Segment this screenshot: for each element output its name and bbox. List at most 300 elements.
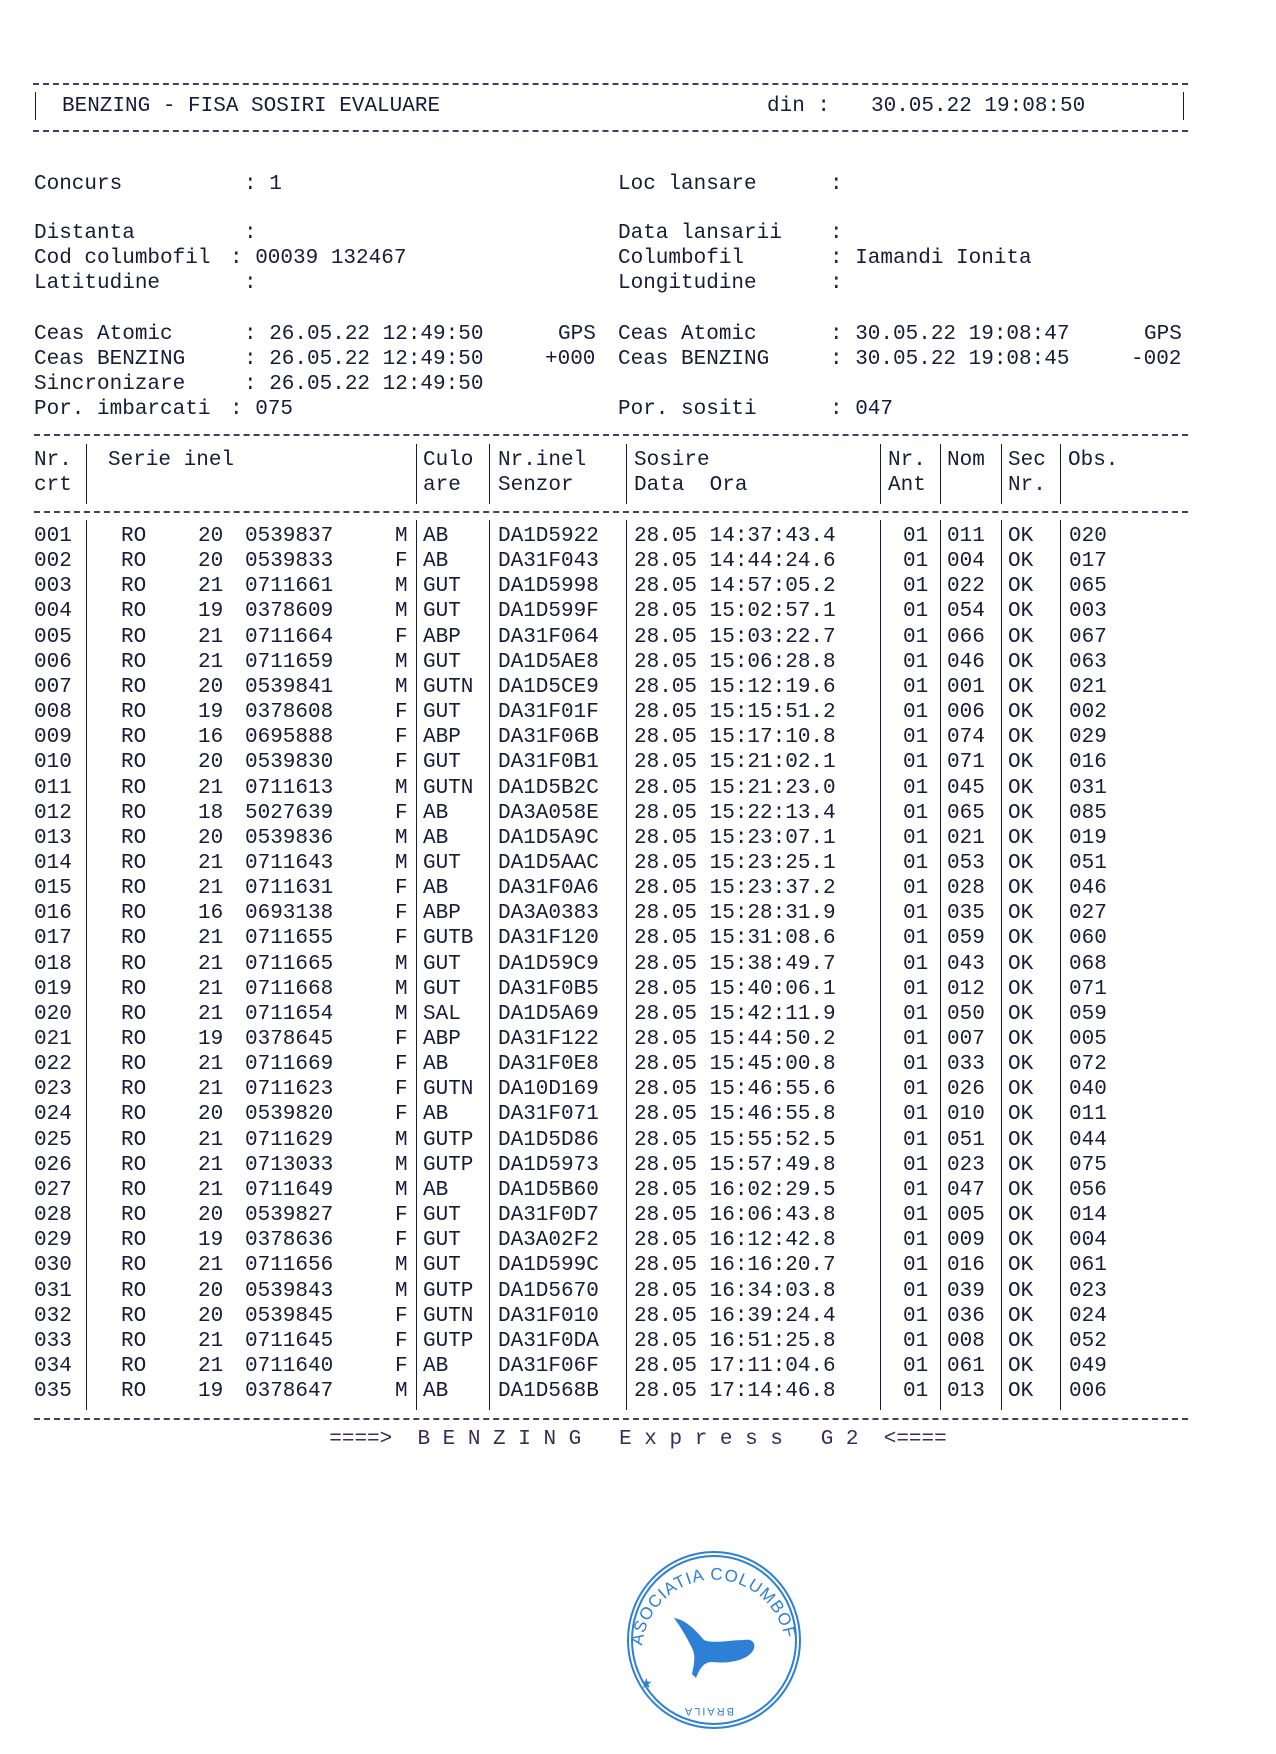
cell-senzor: DA3A02F2 bbox=[498, 1229, 599, 1253]
cell-nom: 061 bbox=[947, 1354, 985, 1378]
cell-tara: RO bbox=[121, 952, 147, 976]
cell-sosire: 28.05 15:42:11.9 bbox=[634, 1002, 836, 1026]
cell-culoare: GUTP bbox=[423, 1153, 474, 1177]
cell-nr: 008 bbox=[34, 701, 72, 725]
cell-nom: 045 bbox=[947, 776, 985, 800]
cell-an: 16 bbox=[198, 726, 224, 750]
cell-culoare: GUTB bbox=[423, 927, 474, 951]
cell-senzor: DA1D5B60 bbox=[498, 1178, 599, 1202]
cell-sex: M bbox=[395, 1254, 408, 1278]
cell-sosire: 28.05 16:39:24.4 bbox=[634, 1304, 836, 1328]
cell-senzor: DA31F0E8 bbox=[498, 1053, 599, 1077]
cell-tara: RO bbox=[121, 1304, 147, 1328]
cell-nr-ant: 01 bbox=[903, 1380, 929, 1404]
cell-sec: OK bbox=[1008, 1354, 1034, 1378]
cell-tara: RO bbox=[121, 701, 147, 725]
loc-lansare-label: Loc lansare bbox=[618, 173, 757, 196]
cell-sex: F bbox=[395, 927, 408, 951]
imbarcati-label: Por. imbarcati bbox=[34, 398, 211, 421]
cell-sex: F bbox=[395, 1028, 408, 1051]
cell-sosire: 28.05 14:37:43.4 bbox=[634, 525, 836, 548]
cell-nr-ant: 01 bbox=[903, 1028, 929, 1051]
table-row bbox=[0, 1253, 1276, 1278]
cell-obs: 059 bbox=[1069, 1002, 1107, 1026]
ceas-atomic-start-source: GPS bbox=[558, 323, 596, 346]
cell-culoare: ABP bbox=[423, 625, 461, 649]
table-bottom-rule bbox=[34, 1418, 1188, 1420]
ceas-benzing-label-right: Ceas BENZING bbox=[618, 348, 770, 371]
latitudine-value: : bbox=[244, 272, 257, 295]
cell-senzor: DA31F01F bbox=[498, 701, 599, 725]
col-header-crt: crt bbox=[34, 474, 72, 497]
cell-tara: RO bbox=[121, 625, 147, 649]
cell-nom: 059 bbox=[947, 927, 985, 951]
data-lansarii-label: Data lansarii bbox=[618, 222, 782, 245]
ceas-benzing-start-diff: +000 bbox=[545, 348, 596, 371]
cell-tara: RO bbox=[121, 902, 147, 926]
cell-culoare: GUT bbox=[423, 1254, 461, 1278]
cod-columbofil-value: : 00039 132467 bbox=[230, 247, 407, 270]
ceas-benzing-end: : 30.05.22 19:08:45 bbox=[830, 348, 1070, 371]
cell-sosire: 28.05 16:51:25.8 bbox=[634, 1329, 836, 1353]
cell-sosire: 28.05 15:44:50.2 bbox=[634, 1028, 836, 1051]
cell-obs: 056 bbox=[1069, 1178, 1107, 1202]
cell-nom: 008 bbox=[947, 1329, 985, 1353]
cell-obs: 024 bbox=[1069, 1304, 1107, 1328]
concurs-label: Concurs bbox=[34, 173, 123, 196]
cell-nr: 012 bbox=[34, 801, 72, 825]
cell-obs: 071 bbox=[1069, 977, 1107, 1001]
footer-device-name: ====> B E N Z I N G E x p r e s s G 2 <==== bbox=[329, 1428, 947, 1451]
col-header-data-ora: Data Ora bbox=[634, 474, 748, 497]
cell-tara: RO bbox=[121, 600, 147, 624]
cell-obs: 075 bbox=[1069, 1153, 1107, 1177]
cell-sec: OK bbox=[1008, 525, 1034, 548]
table-row bbox=[0, 1052, 1276, 1077]
cell-nom: 016 bbox=[947, 1254, 985, 1278]
cell-sosire: 28.05 15:57:49.8 bbox=[634, 1153, 836, 1177]
cell-inel: 0378647 bbox=[245, 1380, 334, 1404]
col-header-sosire: Sosire bbox=[634, 449, 710, 472]
cell-nr: 021 bbox=[34, 1028, 72, 1051]
cell-tara: RO bbox=[121, 801, 147, 825]
cell-obs: 052 bbox=[1069, 1329, 1107, 1353]
table-row bbox=[0, 549, 1276, 574]
cell-nom: 021 bbox=[947, 826, 985, 850]
table-row bbox=[0, 574, 1276, 599]
cell-sosire: 28.05 16:16:20.7 bbox=[634, 1254, 836, 1278]
cell-nom: 022 bbox=[947, 575, 985, 599]
cell-an: 21 bbox=[198, 1354, 224, 1378]
col-header-nr-ant-2: Ant bbox=[888, 474, 926, 497]
cell-sex: F bbox=[395, 801, 408, 825]
cell-an: 19 bbox=[198, 701, 224, 725]
col-header-serie-inel: Serie inel bbox=[108, 449, 235, 472]
cell-an: 20 bbox=[198, 826, 224, 850]
cell-an: 20 bbox=[198, 1304, 224, 1328]
cell-obs: 072 bbox=[1069, 1053, 1107, 1077]
table-row bbox=[0, 977, 1276, 1002]
cell-culoare: GUT bbox=[423, 575, 461, 599]
cell-an: 19 bbox=[198, 600, 224, 624]
col-separator bbox=[626, 444, 627, 504]
col-separator bbox=[86, 444, 87, 504]
table-row bbox=[0, 851, 1276, 876]
cell-nom: 036 bbox=[947, 1304, 985, 1328]
ceas-atomic-label-right: Ceas Atomic bbox=[618, 323, 757, 346]
cell-sex: F bbox=[395, 1053, 408, 1077]
cell-tara: RO bbox=[121, 1128, 147, 1152]
table-row bbox=[0, 625, 1276, 650]
cell-culoare: AB bbox=[423, 1178, 449, 1202]
table-row bbox=[0, 776, 1276, 801]
cell-sex: F bbox=[395, 877, 408, 901]
cell-obs: 004 bbox=[1069, 1229, 1107, 1253]
ceas-atomic-start: : 26.05.22 12:49:50 bbox=[244, 323, 484, 346]
cell-nom: 013 bbox=[947, 1380, 985, 1404]
cell-an: 20 bbox=[198, 550, 224, 574]
cell-nr-ant: 01 bbox=[903, 751, 929, 775]
col-separator bbox=[1001, 444, 1002, 504]
cell-tara: RO bbox=[121, 675, 147, 699]
cell-sec: OK bbox=[1008, 1329, 1034, 1353]
cell-tara: RO bbox=[121, 1279, 147, 1303]
cell-nr-ant: 01 bbox=[903, 1229, 929, 1253]
cell-tara: RO bbox=[121, 575, 147, 599]
cell-nr: 007 bbox=[34, 675, 72, 699]
cell-obs: 002 bbox=[1069, 701, 1107, 725]
cell-nom: 065 bbox=[947, 801, 985, 825]
cell-nom: 006 bbox=[947, 701, 985, 725]
col-separator bbox=[940, 444, 941, 504]
cell-sosire: 28.05 15:31:08.6 bbox=[634, 927, 836, 951]
svg-text:BRAILA: BRAILA bbox=[682, 1705, 734, 1717]
cell-tara: RO bbox=[121, 1002, 147, 1026]
cell-senzor: DA31F071 bbox=[498, 1103, 599, 1127]
cell-nom: 007 bbox=[947, 1028, 985, 1051]
cell-senzor: DA1D5A69 bbox=[498, 1002, 599, 1026]
cell-sec: OK bbox=[1008, 1028, 1034, 1051]
cell-senzor: DA1D599F bbox=[498, 600, 599, 624]
cell-sosire: 28.05 15:45:00.8 bbox=[634, 1053, 836, 1077]
cell-nr: 002 bbox=[34, 550, 72, 574]
cell-nr: 014 bbox=[34, 851, 72, 875]
columbofil-label: Columbofil bbox=[618, 247, 745, 270]
cell-sex: F bbox=[395, 1354, 408, 1378]
cell-an: 21 bbox=[198, 1178, 224, 1202]
ceas-atomic-end-source: GPS bbox=[1144, 323, 1182, 346]
cell-nr: 029 bbox=[34, 1229, 72, 1253]
cell-culoare: AB bbox=[423, 1354, 449, 1378]
cell-senzor: DA1D5670 bbox=[498, 1279, 599, 1303]
imbarcati-value: : 075 bbox=[230, 398, 294, 421]
cell-sec: OK bbox=[1008, 1178, 1034, 1202]
cell-nom: 001 bbox=[947, 675, 985, 699]
cell-culoare: GUT bbox=[423, 1204, 461, 1228]
cell-sex: M bbox=[395, 952, 408, 976]
cell-inel: 0711655 bbox=[245, 927, 334, 951]
cell-nr: 031 bbox=[34, 1279, 72, 1303]
ceas-benzing-label: Ceas BENZING bbox=[34, 348, 186, 371]
table-row bbox=[0, 599, 1276, 624]
cell-nr-ant: 01 bbox=[903, 525, 929, 548]
col-separator bbox=[880, 444, 881, 504]
cell-nr-ant: 01 bbox=[903, 977, 929, 1001]
cell-nr-ant: 01 bbox=[903, 1103, 929, 1127]
distanta-value: : bbox=[244, 222, 257, 245]
cell-obs: 019 bbox=[1069, 826, 1107, 850]
cell-sec: OK bbox=[1008, 801, 1034, 825]
table-row bbox=[0, 826, 1276, 851]
cell-nr: 019 bbox=[34, 977, 72, 1001]
cell-tara: RO bbox=[121, 826, 147, 850]
cell-senzor: DA1D599C bbox=[498, 1254, 599, 1278]
cell-tara: RO bbox=[121, 1229, 147, 1253]
cell-tara: RO bbox=[121, 1354, 147, 1378]
table-row bbox=[0, 801, 1276, 826]
cell-nr: 004 bbox=[34, 600, 72, 624]
cell-nom: 010 bbox=[947, 1103, 985, 1127]
cell-inel: 0711656 bbox=[245, 1254, 334, 1278]
cell-sec: OK bbox=[1008, 902, 1034, 926]
table-row bbox=[0, 1354, 1276, 1379]
cell-nr-ant: 01 bbox=[903, 600, 929, 624]
cell-sec: OK bbox=[1008, 877, 1034, 901]
cell-sec: OK bbox=[1008, 776, 1034, 800]
cell-sex: M bbox=[395, 1153, 408, 1177]
cell-sosire: 28.05 15:15:51.2 bbox=[634, 701, 836, 725]
cell-sex: M bbox=[395, 826, 408, 850]
cell-sex: F bbox=[395, 550, 408, 574]
cell-sex: M bbox=[395, 525, 408, 548]
cell-an: 19 bbox=[198, 1028, 224, 1051]
cell-an: 21 bbox=[198, 1053, 224, 1077]
cell-inel: 0539845 bbox=[245, 1304, 334, 1328]
cell-senzor: DA1D5D86 bbox=[498, 1128, 599, 1152]
cell-nr: 035 bbox=[34, 1380, 72, 1404]
cell-senzor: DA1D568B bbox=[498, 1380, 599, 1404]
cell-culoare: GUT bbox=[423, 600, 461, 624]
cell-senzor: DA3A0383 bbox=[498, 902, 599, 926]
table-row bbox=[0, 750, 1276, 775]
cell-an: 19 bbox=[198, 1380, 224, 1404]
ceas-benzing-end-diff: -002 bbox=[1131, 348, 1182, 371]
cell-obs: 031 bbox=[1069, 776, 1107, 800]
cell-nr-ant: 01 bbox=[903, 726, 929, 750]
cell-nr-ant: 01 bbox=[903, 1279, 929, 1303]
cell-culoare: GUTN bbox=[423, 776, 474, 800]
cell-senzor: DA31F010 bbox=[498, 1304, 599, 1328]
cell-inel: 0711669 bbox=[245, 1053, 334, 1077]
cell-tara: RO bbox=[121, 851, 147, 875]
cell-inel: 0378608 bbox=[245, 701, 334, 725]
cell-nr: 005 bbox=[34, 625, 72, 649]
cell-senzor: DA1D5AE8 bbox=[498, 650, 599, 674]
table-row bbox=[0, 1002, 1276, 1027]
col-separator bbox=[489, 444, 490, 504]
cell-sec: OK bbox=[1008, 550, 1034, 574]
cell-an: 21 bbox=[198, 575, 224, 599]
cell-nr-ant: 01 bbox=[903, 877, 929, 901]
cell-nom: 023 bbox=[947, 1153, 985, 1177]
cell-inel: 0539836 bbox=[245, 826, 334, 850]
cell-nr: 026 bbox=[34, 1153, 72, 1177]
cell-nom: 074 bbox=[947, 726, 985, 750]
cell-sex: F bbox=[395, 1329, 408, 1353]
cell-obs: 020 bbox=[1069, 525, 1107, 548]
cell-nom: 053 bbox=[947, 851, 985, 875]
cell-culoare: ABP bbox=[423, 1028, 461, 1051]
cell-tara: RO bbox=[121, 1380, 147, 1404]
table-row bbox=[0, 1178, 1276, 1203]
cell-culoare: GUT bbox=[423, 701, 461, 725]
cell-nr: 033 bbox=[34, 1329, 72, 1353]
cell-nr: 015 bbox=[34, 877, 72, 901]
cell-sec: OK bbox=[1008, 1229, 1034, 1253]
cell-an: 20 bbox=[198, 751, 224, 775]
cell-an: 21 bbox=[198, 952, 224, 976]
col-separator bbox=[1060, 444, 1061, 504]
cell-senzor: DA31F06F bbox=[498, 1354, 599, 1378]
cell-inel: 0711631 bbox=[245, 877, 334, 901]
cell-senzor: DA1D5A9C bbox=[498, 826, 599, 850]
table-row bbox=[0, 901, 1276, 926]
cell-nr: 018 bbox=[34, 952, 72, 976]
cell-nr-ant: 01 bbox=[903, 801, 929, 825]
cell-nr: 028 bbox=[34, 1204, 72, 1228]
table-top-rule bbox=[34, 434, 1188, 436]
cell-an: 21 bbox=[198, 1254, 224, 1278]
table-row bbox=[0, 675, 1276, 700]
cell-nr-ant: 01 bbox=[903, 851, 929, 875]
cell-sex: M bbox=[395, 600, 408, 624]
cell-an: 21 bbox=[198, 1128, 224, 1152]
cell-sosire: 28.05 15:46:55.6 bbox=[634, 1078, 836, 1102]
cell-culoare: SAL bbox=[423, 1002, 461, 1026]
cell-sex: M bbox=[395, 650, 408, 674]
cell-inel: 0711664 bbox=[245, 625, 334, 649]
cell-sosire: 28.05 14:44:24.6 bbox=[634, 550, 836, 574]
cell-sosire: 28.05 15:21:23.0 bbox=[634, 776, 836, 800]
cell-obs: 049 bbox=[1069, 1354, 1107, 1378]
cell-senzor: DA1D5B2C bbox=[498, 776, 599, 800]
cell-culoare: AB bbox=[423, 1103, 449, 1127]
cell-an: 21 bbox=[198, 1153, 224, 1177]
cell-senzor: DA31F0DA bbox=[498, 1329, 599, 1353]
cell-sex: M bbox=[395, 1128, 408, 1152]
sositi-value: : 047 bbox=[830, 398, 894, 421]
cell-senzor: DA31F120 bbox=[498, 927, 599, 951]
cell-sec: OK bbox=[1008, 751, 1034, 775]
sincronizare-value: : 26.05.22 12:49:50 bbox=[244, 373, 484, 396]
report-date-label: din : bbox=[767, 95, 831, 118]
cell-obs: 085 bbox=[1069, 801, 1107, 825]
sincronizare-label: Sincronizare bbox=[34, 373, 186, 396]
cell-an: 21 bbox=[198, 927, 224, 951]
cell-nom: 005 bbox=[947, 1204, 985, 1228]
cell-tara: RO bbox=[121, 1153, 147, 1177]
cell-sex: F bbox=[395, 726, 408, 750]
cell-nr-ant: 01 bbox=[903, 575, 929, 599]
cell-sosire: 28.05 17:11:04.6 bbox=[634, 1354, 836, 1378]
cell-sosire: 28.05 15:12:19.6 bbox=[634, 675, 836, 699]
cell-sec: OK bbox=[1008, 927, 1034, 951]
cell-nr-ant: 01 bbox=[903, 550, 929, 574]
cell-sec: OK bbox=[1008, 1103, 1034, 1127]
cell-nr-ant: 01 bbox=[903, 1329, 929, 1353]
cell-sec: OK bbox=[1008, 600, 1034, 624]
table-row bbox=[0, 1279, 1276, 1304]
svg-text:ASOCIATIA COLUMBOFILA: ASOCIATIA COLUMBOF bbox=[627, 1564, 800, 1647]
cell-nr: 010 bbox=[34, 751, 72, 775]
report-title: BENZING - FISA SOSIRI EVALUARE bbox=[62, 95, 441, 118]
cell-nr-ant: 01 bbox=[903, 952, 929, 976]
cell-nom: 071 bbox=[947, 751, 985, 775]
cell-inel: 5027639 bbox=[245, 801, 334, 825]
cell-nr-ant: 01 bbox=[903, 1254, 929, 1278]
cell-an: 21 bbox=[198, 851, 224, 875]
cell-nr-ant: 01 bbox=[903, 1304, 929, 1328]
cell-nom: 039 bbox=[947, 1279, 985, 1303]
cell-sex: M bbox=[395, 1002, 408, 1026]
cell-an: 21 bbox=[198, 1078, 224, 1102]
cell-sex: F bbox=[395, 902, 408, 926]
cell-inel: 0711654 bbox=[245, 1002, 334, 1026]
cell-culoare: GUTP bbox=[423, 1279, 474, 1303]
cell-inel: 0711645 bbox=[245, 1329, 334, 1353]
cell-sosire: 28.05 14:57:05.2 bbox=[634, 575, 836, 599]
cell-an: 21 bbox=[198, 877, 224, 901]
loc-lansare-value: : bbox=[830, 173, 843, 196]
cell-obs: 063 bbox=[1069, 650, 1107, 674]
table-row bbox=[0, 1027, 1276, 1052]
cell-nr: 030 bbox=[34, 1254, 72, 1278]
cell-tara: RO bbox=[121, 525, 147, 548]
cell-senzor: DA1D5973 bbox=[498, 1153, 599, 1177]
cell-nr-ant: 01 bbox=[903, 1002, 929, 1026]
col-separator bbox=[416, 444, 417, 504]
cell-sec: OK bbox=[1008, 1304, 1034, 1328]
cell-obs: 016 bbox=[1069, 751, 1107, 775]
cell-sex: M bbox=[395, 675, 408, 699]
cell-sex: F bbox=[395, 1229, 408, 1253]
report-header-box bbox=[33, 78, 1188, 138]
cell-nr: 020 bbox=[34, 1002, 72, 1026]
cell-tara: RO bbox=[121, 550, 147, 574]
cell-nom: 026 bbox=[947, 1078, 985, 1102]
table-row bbox=[0, 1379, 1276, 1404]
cell-obs: 017 bbox=[1069, 550, 1107, 574]
table-row bbox=[0, 952, 1276, 977]
cell-nr-ant: 01 bbox=[903, 1128, 929, 1152]
table-row bbox=[0, 650, 1276, 675]
cell-sec: OK bbox=[1008, 675, 1034, 699]
cell-sosire: 28.05 15:22:13.4 bbox=[634, 801, 836, 825]
cell-obs: 065 bbox=[1069, 575, 1107, 599]
cell-obs: 006 bbox=[1069, 1380, 1107, 1404]
cell-sec: OK bbox=[1008, 1380, 1034, 1404]
cell-sosire: 28.05 16:02:29.5 bbox=[634, 1178, 836, 1202]
cell-sosire: 28.05 15:17:10.8 bbox=[634, 726, 836, 750]
cell-nr-ant: 01 bbox=[903, 675, 929, 699]
sositi-label: Por. sositi bbox=[618, 398, 757, 421]
cell-sex: F bbox=[395, 1078, 408, 1102]
cell-nr-ant: 01 bbox=[903, 1354, 929, 1378]
cell-nr-ant: 01 bbox=[903, 1053, 929, 1077]
cell-obs: 023 bbox=[1069, 1279, 1107, 1303]
cell-an: 20 bbox=[198, 1103, 224, 1127]
cell-sosire: 28.05 15:03:22.7 bbox=[634, 625, 836, 649]
